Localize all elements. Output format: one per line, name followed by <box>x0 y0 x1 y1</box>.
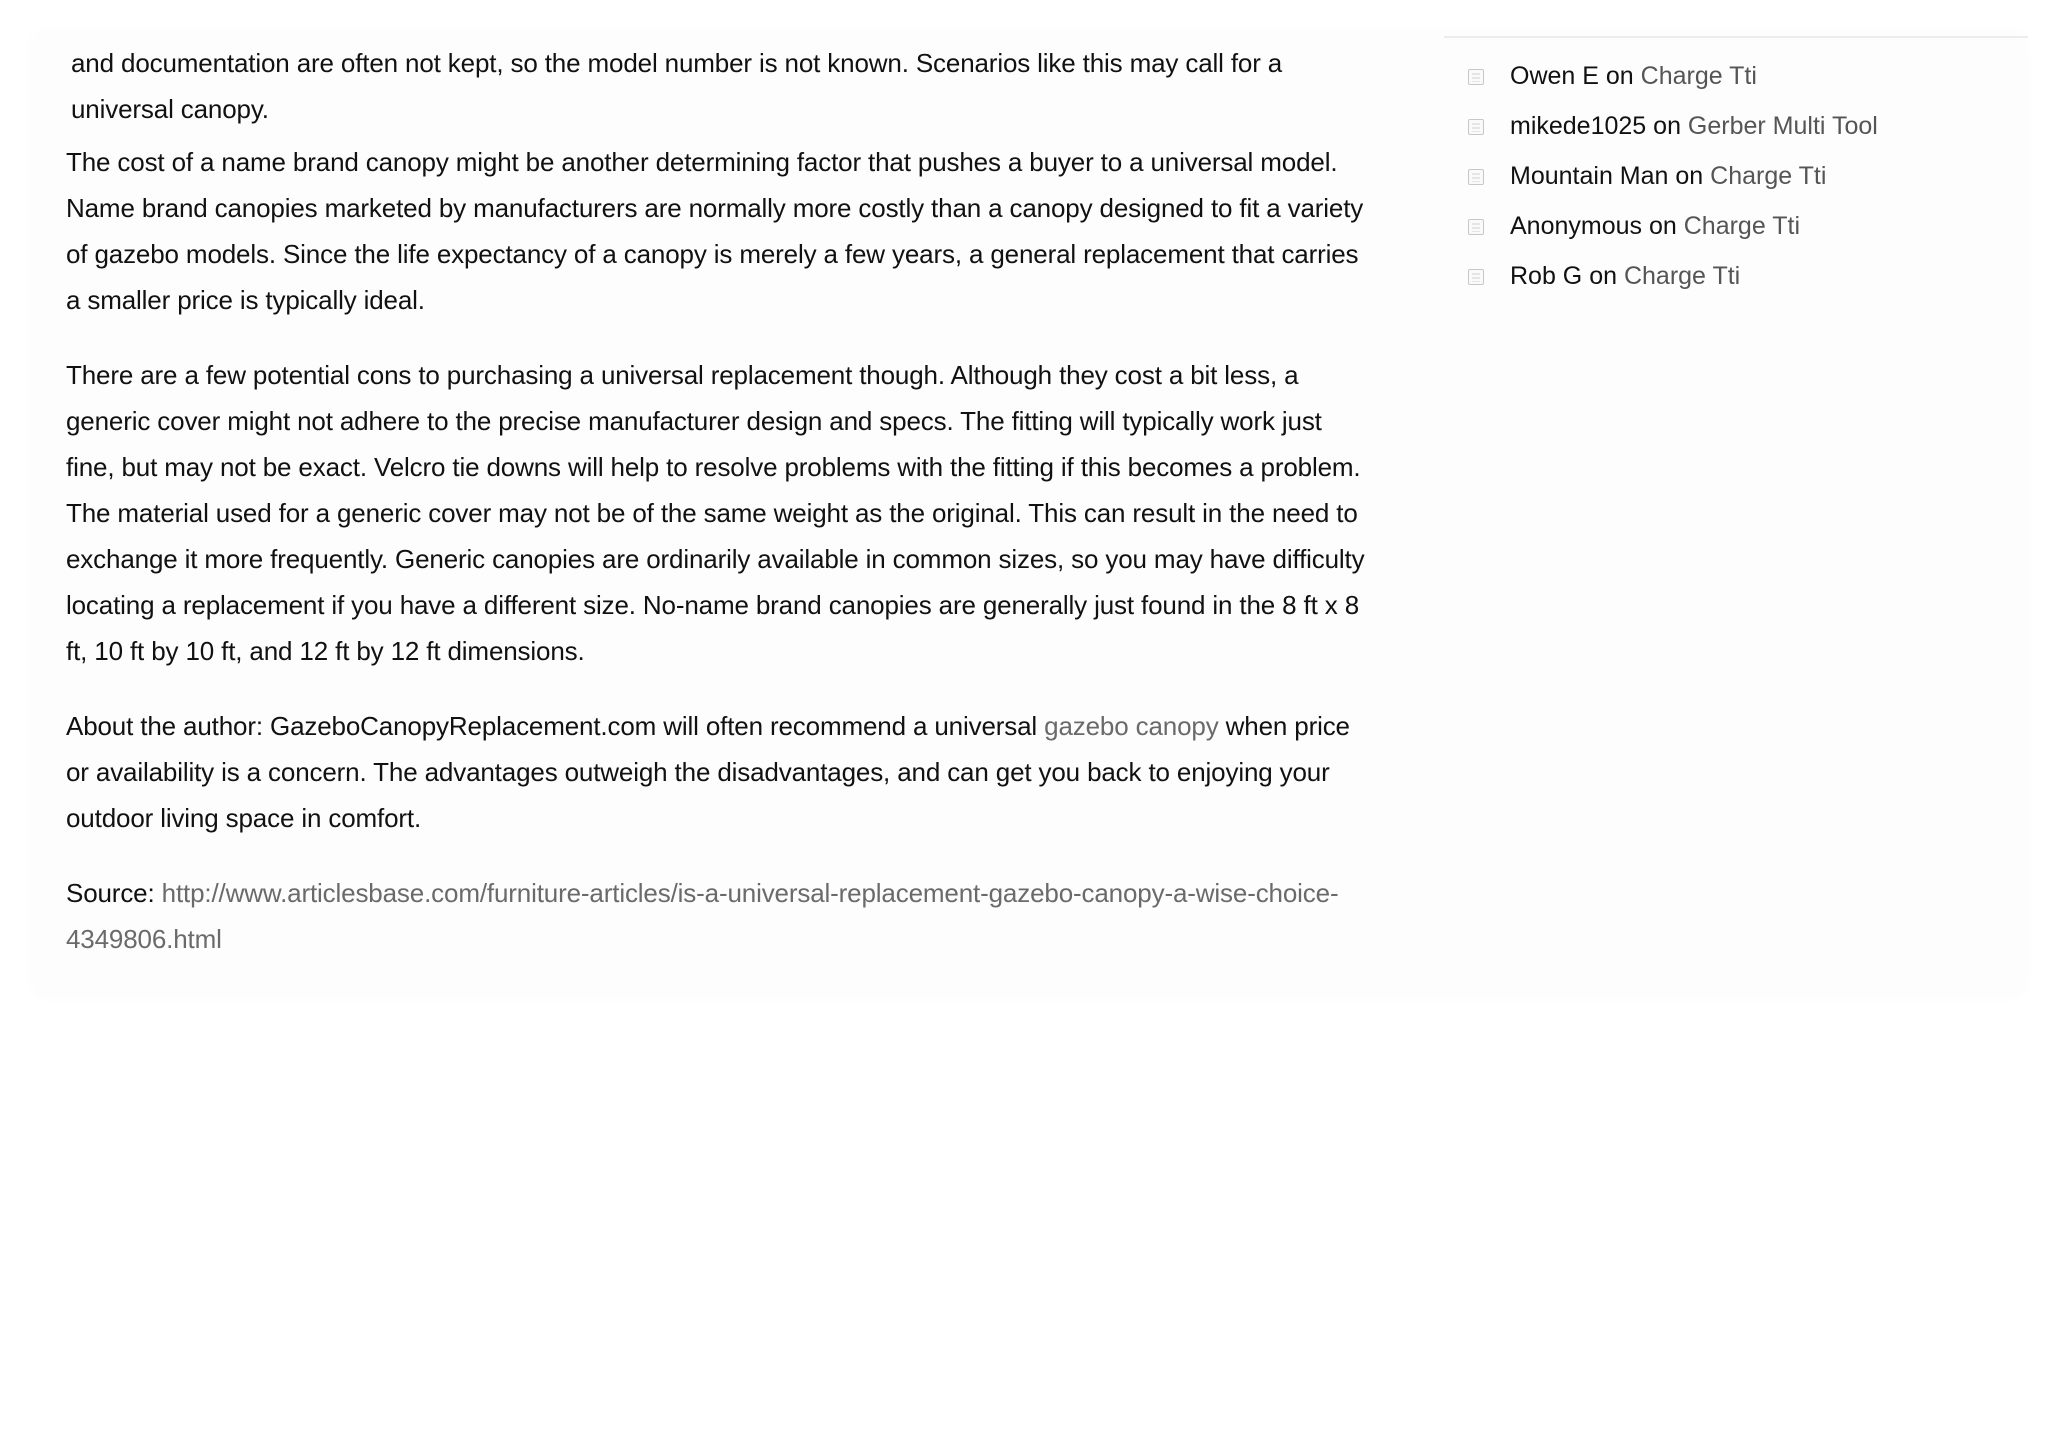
comment-icon <box>1468 169 1484 185</box>
comment-icon <box>1468 69 1484 85</box>
comment-icon <box>1468 219 1484 235</box>
comment-post-link[interactable]: Charge Tti <box>1640 62 1757 90</box>
article-body <box>66 40 1376 962</box>
recent-comment-item <box>1444 260 2028 310</box>
recent-comment-item <box>1444 210 2028 260</box>
source-url-link[interactable]: http://www.articlesbase.com/furniture-articles/is-a-universal-replacement-gazebo-canopy-a-wise-choice-4349806.html <box>66 878 1339 954</box>
author-text-before-link: About the author: GazeboCanopyReplacement.com will often recommend a universal <box>66 711 1045 741</box>
article-paragraph-2: The cost of a name brand canopy might be another determining factor that pushes a buyer to a universal model. Name brand canopies marketed by manufacturers are normally more costly than a canopy designed to fit a variety of gazebo models. Since the life expectancy of a canopy is merely a few years, a general replacement that carries a smaller price is typically ideal. <box>66 147 1364 315</box>
comment-post-link[interactable]: Charge Tti <box>1623 262 1741 290</box>
author-paragraph <box>66 703 1376 841</box>
recent-comment-item <box>1444 160 2028 210</box>
recent-comments-list <box>1444 60 2028 310</box>
comment-post-link[interactable]: Charge Tti <box>1710 162 1827 190</box>
comment-author: Rob G <box>1510 262 1583 290</box>
comment-post-link[interactable]: Gerber Multi Tool <box>1687 112 1878 140</box>
recent-comment-item <box>1444 60 2028 110</box>
comment-author: Mountain Man <box>1510 162 1669 190</box>
comment-author: Anonymous <box>1510 212 1643 240</box>
recent-comment-item <box>1444 110 2028 160</box>
comment-author: mikede1025 <box>1510 112 1647 140</box>
gazebo-canopy-link[interactable]: gazebo canopy <box>1044 711 1219 741</box>
comment-icon <box>1468 119 1484 135</box>
sidebar-divider <box>1444 36 2028 38</box>
comment-on-text: on <box>1668 162 1711 190</box>
author-text-after-link: when price or availability is a concern. The advantages outweigh the disadvantages, and can get you back to enjoying your outdoor living space in comfort. <box>66 711 1350 833</box>
comment-on-text: on <box>1642 212 1684 240</box>
comment-on-text: on <box>1598 62 1641 90</box>
comment-author: Owen E <box>1510 62 1599 90</box>
comment-icon <box>1468 269 1484 285</box>
source-label: Source: <box>66 878 162 908</box>
article-paragraph-3: There are a few potential cons to purchasing a universal replacement though. Although they cost a bit less, a generic cover might not adhere to the precise manufacturer design and specs. The fitting will typically work just fine, but may not be exact. Velcro tie downs will help to resolve problems with the fitting if this becomes a problem. The material used for a generic cover may not be of the same weight as the original. This can result in the need to exchange it more frequently. Generic canopies are ordinarily available in common sizes, so you may have difficulty locating a replacement if you have a different size. No-name brand canopies are generally just found in the 8 ft x 8 ft, 10 ft by 10 ft, and 12 ft by 12 ft dimensions. <box>66 360 1365 666</box>
sidebar <box>1444 36 2028 310</box>
article-paragraph-1: and documentation are often not kept, so the model number is not known. Scenarios like this may call for a universal canopy. <box>71 48 1283 124</box>
comment-post-link[interactable]: Charge Tti <box>1683 212 1800 240</box>
comment-on-text: on <box>1582 262 1624 290</box>
source-paragraph <box>66 870 1376 962</box>
comment-on-text: on <box>1646 112 1688 140</box>
